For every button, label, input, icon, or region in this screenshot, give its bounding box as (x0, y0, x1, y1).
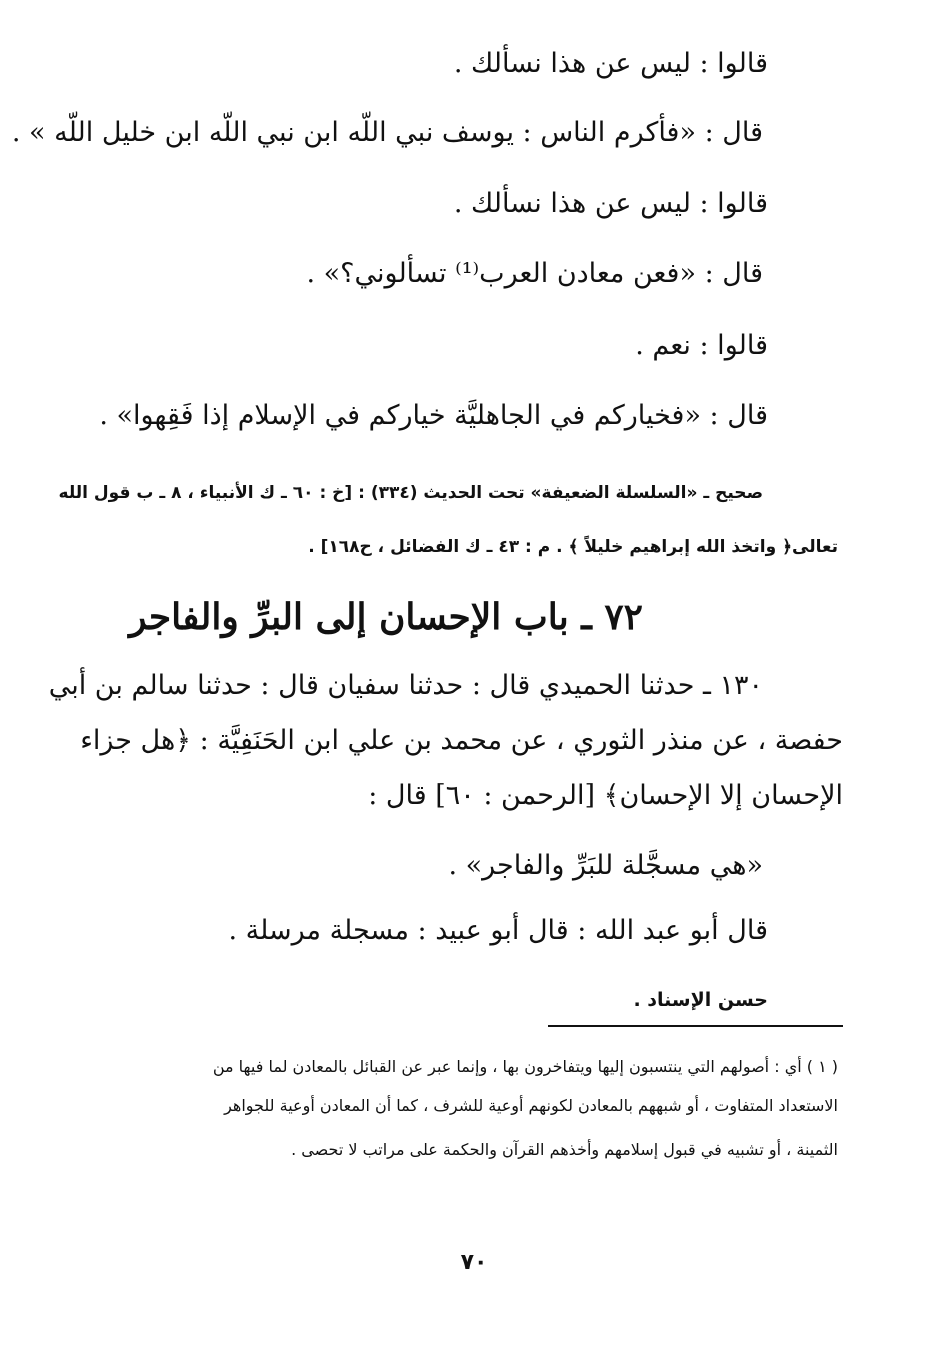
hadith-line-3: الإحسان إلا الإحسان﴾ [الرحمن : ٦٠] قال : (368, 780, 843, 811)
hadith-line-1: ١٣٠ ـ حدثنا الحميدي قال : حدثنا سفيان قال : حدثنا سالم بن أبي (48, 670, 763, 701)
dialogue-line-6: قال : «فخياركم في الجاهليَّة خياركم في الإسلام إذا فَقِهوا» . (99, 400, 768, 431)
dialogue-line-5: قالوا : نعم . (635, 330, 768, 361)
page-number: ٧٠ (460, 1250, 488, 1275)
footnote-line-2: الاستعداد المتفاوت ، أو شبههم بالمعادن لكونهم أوعية للشرف ، كما أن المعادن أوعية للجواهر (224, 1096, 838, 1115)
footnote-separator (548, 1025, 843, 1027)
dialogue-line-3: قالوا : ليس عن هذا نسألك . (453, 188, 768, 219)
grade-note: حسن الإسناد . (633, 989, 768, 1011)
hadith-line-5: قال أبو عبد الله : قال أبو عبيد : مسجلة مرسلة . (228, 915, 768, 946)
footnote-line-3: الثمينة ، أو تشبيه في قبول إسلامهم وأخذهم القرآن والحكمة على مراتب لا تحصى . (291, 1140, 838, 1159)
chapter-heading: ٧٢ ـ باب الإحسان إلى البرِّ والفاجر (129, 596, 643, 638)
source-note-line-1: صحيح ـ «السلسلة الضعيفة» تحت الحديث (٣٣٤) : [خ : ٦٠ ـ ك الأنبياء ، ٨ ـ ب قول الله (58, 483, 763, 503)
source-note-line-2: تعالى﴿ واتخذ الله إبراهيم خليلاً ﴾ . م : ٤٣ ـ ك الفضائل ، ح١٦٨] . (308, 537, 838, 557)
dialogue-line-4: قال : «فعن معادن العرب⁽¹⁾ تسألوني؟» . (306, 258, 763, 289)
dialogue-line-2: قال : «فأكرم الناس : يوسف نبي اللّه ابن نبي اللّه ابن خليل اللّه » . (11, 117, 763, 148)
hadith-line-2: حفصة ، عن منذر الثوري ، عن محمد بن علي ابن الحَنَفِيَّة : ﴿هل جزاء (80, 725, 843, 756)
dialogue-line-1: قالوا : ليس عن هذا نسألك . (453, 48, 768, 79)
hadith-line-4: «هي مسجَّلة للبَرِّ والفاجر» . (448, 850, 763, 881)
footnote-line-1: ( ١ ) أي : أصولهم التي ينتسبون إليها ويتفاخرون بها ، وإنما عبر عن القبائل بالمعادن لما فيها من (212, 1057, 838, 1076)
